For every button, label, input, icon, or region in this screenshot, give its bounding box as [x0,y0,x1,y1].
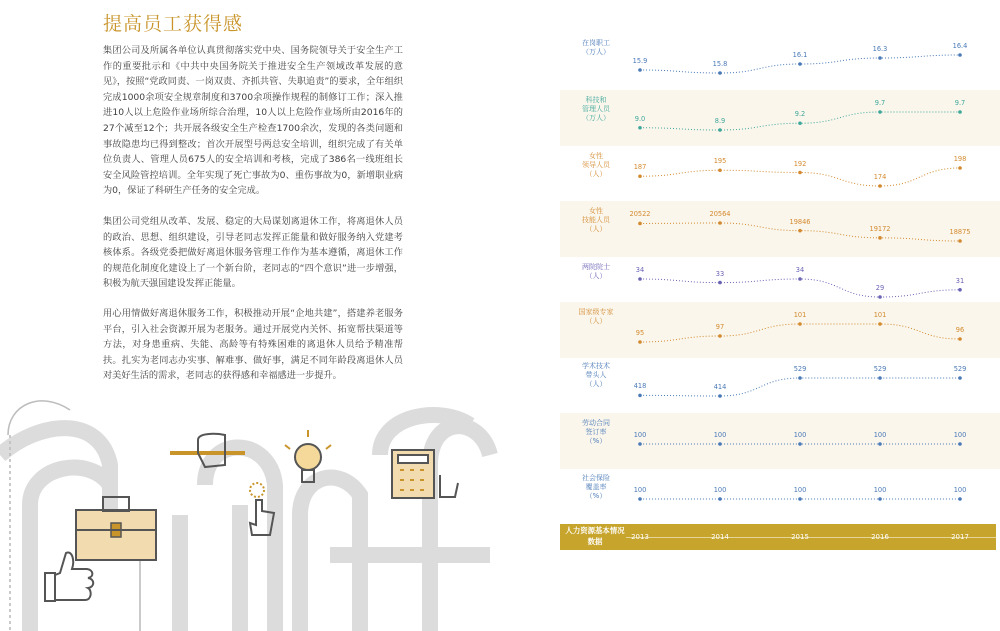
year-tick-label: 2017 [951,533,969,541]
chart-row [560,146,1000,202]
data-label: 9.0 [634,114,646,123]
data-label: 198 [953,155,967,163]
data-point [878,497,882,501]
paragraph-safety: 集团公司及所属各单位认真贯彻落实党中央、国务院领导关于安全生产工作的重要批示和《中共中央国务院关于推进安全生产领域改革发展的意见》，按照“党政同责、一岗双责、齐抓共管、失职追责”的要求，全年组织完成1000余项安全规章制度和3700余项操作规程的制修订工作；深入推进10人以上危险作业场所综合治理，10人以上危险作业场所由2016年的27个减至12个；共开展各级安全生产检查1700余次，发现的各类问题和事故隐患均已得到整改；首次开展型号两总安全培训，组织完成了有关单位负责人、管理人员675人的安全培训和考核，完成了386名一线班组长安全风险管控培训。全年实现了死亡事故为0、重伤事故为0，新增职业病为0，保证了科研生产任务的安全完成。 [103,45,403,197]
data-label: 18875 [949,228,971,236]
data-point [718,281,722,285]
data-label: 19172 [869,224,891,233]
data-point [878,56,882,60]
data-label: 34 [635,266,645,274]
data-point [798,229,802,233]
data-point [638,68,642,72]
year-tick-label: 2013 [631,533,649,541]
data-point [638,394,642,398]
series-plot [560,302,1000,358]
data-point [718,497,722,501]
series-plot [560,468,1000,524]
calculator-icon [392,450,458,498]
series-plot [560,90,1000,146]
data-label: 414 [713,383,727,391]
data-point [958,110,962,114]
series-label: 学术技术 带头人 （人） [582,362,610,388]
data-label: 101 [793,311,807,319]
year-axis-bar [560,524,996,550]
data-point [798,376,802,380]
series-label: 在岗职工 （万人） [582,39,610,56]
decorative-illustration [0,395,500,631]
data-point [958,497,962,501]
data-label: 29 [875,284,885,292]
series-label: 两院院士 （人） [582,263,610,280]
data-point [798,322,802,326]
year-tick-label: 2014 [711,533,729,541]
series-label: 劳动合同 签订率 （%） [582,419,610,445]
data-label: 192 [793,159,807,168]
paragraph-retirees: 集团公司党组从改革、发展、稳定的大局谋划离退休工作，将离退休人员的政治、思想、组织建设，引导老同志发挥正能量和做好服务纳入党建考核体系。各级党委把做好离退休服务管理工作作为基本遵循，离退休工作的规范化制度化建设上了一个新台阶，老同志的“四个意识”进一步增强，积极为航天强国建设发挥正能量。 [103,216,403,290]
series-label: 女性 技能人员 （人） [582,207,610,233]
data-label: 20522 [629,210,651,219]
data-point [718,394,722,398]
data-point [638,174,642,178]
data-point [718,71,722,75]
series-plot [560,33,1000,89]
axis-line [626,537,996,538]
data-point [878,295,882,299]
hr-data-chart [560,0,1000,631]
chart-row [560,302,1000,358]
data-label: 100 [873,486,887,494]
data-label: 9.7 [874,99,886,107]
data-label: 16.1 [792,51,808,59]
data-label: 187 [633,163,647,172]
data-label: 529 [873,365,887,373]
data-point [798,442,802,446]
series-label: 社会保险 覆盖率 （%） [582,474,610,500]
data-label: 8.9 [714,117,726,125]
data-label: 174 [873,173,887,181]
data-point [878,110,882,114]
data-point [958,53,962,57]
data-point [878,376,882,380]
chart-row [560,356,1000,412]
data-point [878,184,882,188]
data-label: 195 [713,157,727,166]
chart-row [560,468,1000,524]
data-label: 100 [793,486,807,494]
data-point [798,497,802,501]
data-point [798,277,802,281]
chart-row [560,90,1000,146]
data-point [878,322,882,326]
data-point [638,222,642,226]
series-label: 科技和 管理人员 （万人） [582,96,610,122]
data-label: 100 [713,431,727,439]
series-plot [560,146,1000,202]
data-label: 100 [953,431,967,439]
data-label: 15.8 [712,60,728,68]
data-label: 418 [633,382,647,391]
data-point [798,121,802,125]
series-label: 国家级专家 （人） [578,308,614,325]
data-label: 100 [793,431,807,439]
data-point [958,442,962,446]
data-label: 97 [715,323,725,331]
series-line [640,279,960,297]
data-point [958,337,962,341]
data-label: 16.4 [952,42,968,50]
chart-title: 人力资源基本情况数据 [565,526,625,546]
data-label: 529 [793,365,807,373]
paragraph-service: 用心用情做好离退休服务工作，积极推动开展“企地共建”，搭建养老服务平台，引入社会资源开展为老服务。通过开展党内关怀、拓宽帮扶渠道等方法，对身患重病、失能、高龄等有特殊困难的离退休人员给予精准帮扶。扎实为老同志办实事、解难事、做好事，满足不同年龄段离退休人员对美好生活的需求，老同志的获得感和幸福感进一步提升。 [103,308,403,382]
data-label: 95 [635,329,645,337]
data-point [718,442,722,446]
year-tick-label: 2015 [791,533,809,541]
data-point [958,166,962,170]
data-point [638,126,642,130]
series-label: 女性 领导人员 （人） [582,152,610,178]
data-point [718,128,722,132]
data-label: 100 [713,486,727,494]
data-point [638,277,642,281]
series-line [640,168,960,186]
data-point [638,340,642,344]
data-point [958,288,962,292]
data-label: 16.3 [872,45,888,53]
series-plot [560,356,1000,412]
data-point [878,236,882,240]
chart-row [560,201,1000,257]
data-point [958,376,962,380]
chart-row [560,413,1000,469]
data-label: 100 [873,431,887,439]
data-point [718,334,722,338]
data-point [958,239,962,243]
data-label: 101 [873,311,887,319]
data-label: 9.7 [954,99,966,107]
data-point [878,442,882,446]
data-label: 34 [795,266,805,274]
page-title: 提高员工获得感 [103,13,244,35]
data-label: 100 [633,486,647,494]
data-label: 96 [955,326,965,334]
chart-row [560,33,1000,89]
series-line [640,378,960,396]
data-label: 31 [955,276,965,285]
series-line [640,324,960,342]
data-label: 100 [633,431,647,439]
data-point [798,171,802,175]
data-label: 100 [953,486,967,494]
data-point [638,442,642,446]
data-label: 9.2 [794,110,806,119]
data-point [638,497,642,501]
data-label: 529 [953,365,967,373]
data-label: 20564 [709,210,731,218]
data-label: 33 [715,269,725,278]
data-point [718,221,722,225]
data-point [798,62,802,66]
series-plot [560,201,1000,257]
data-label: 19846 [789,217,811,226]
year-tick-label: 2016 [871,533,889,541]
data-label: 15.9 [632,57,648,65]
data-point [718,168,722,172]
series-plot [560,413,1000,469]
